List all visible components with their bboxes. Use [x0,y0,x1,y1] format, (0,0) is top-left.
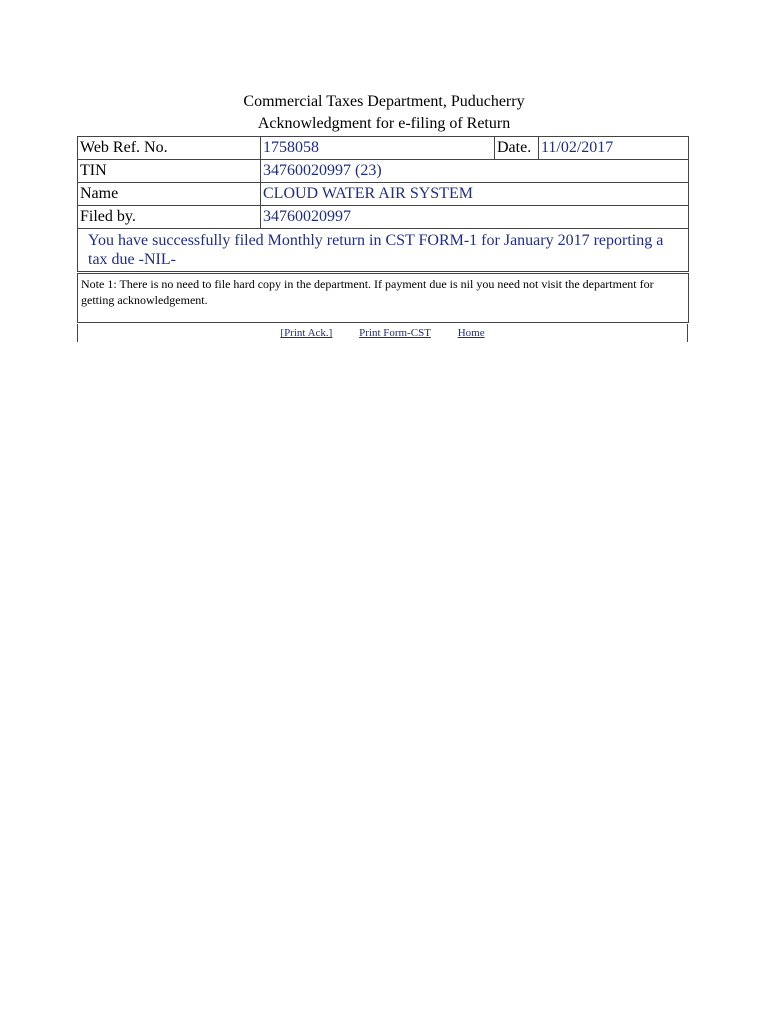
filed-by-value: 34760020997 [261,206,689,229]
home-link[interactable]: Home [457,327,485,339]
name-label: Name [78,183,261,206]
acknowledgment-title: Acknowledgment for e-filing of Return [257,115,511,132]
web-ref-value: 1758058 [261,137,495,160]
page-header [0,91,768,135]
action-links [77,324,688,342]
print-ack-link[interactable]: [Print Ack.] [280,327,333,339]
tin-label: TIN [78,160,261,183]
success-message: You have successfully filed Monthly return in CST FORM-1 for January 2017 reporting a tax due -NIL- [78,229,689,273]
note-text: Note 1: There is no need to file hard copy in the department. If payment due is nil you need not visit the department for getting acknowledgement. [78,273,689,323]
web-ref-row [78,137,689,160]
name-row [78,183,689,206]
print-form-cst-link[interactable]: Print Form-CST [359,327,431,339]
tin-row [78,160,689,183]
message-row [78,229,689,273]
filed-by-label: Filed by. [78,206,261,229]
department-title: Commercial Taxes Department, Puducherry [243,93,525,110]
date-label: Date. [495,137,539,160]
tin-value: 34760020997 (23) [261,160,689,183]
web-ref-label: Web Ref. No. [78,137,261,160]
name-value: CLOUD WATER AIR SYSTEM [261,183,689,206]
note-row [78,273,689,323]
acknowledgment-table [77,136,689,323]
date-value: 11/02/2017 [539,137,689,160]
filed-by-row [78,206,689,229]
